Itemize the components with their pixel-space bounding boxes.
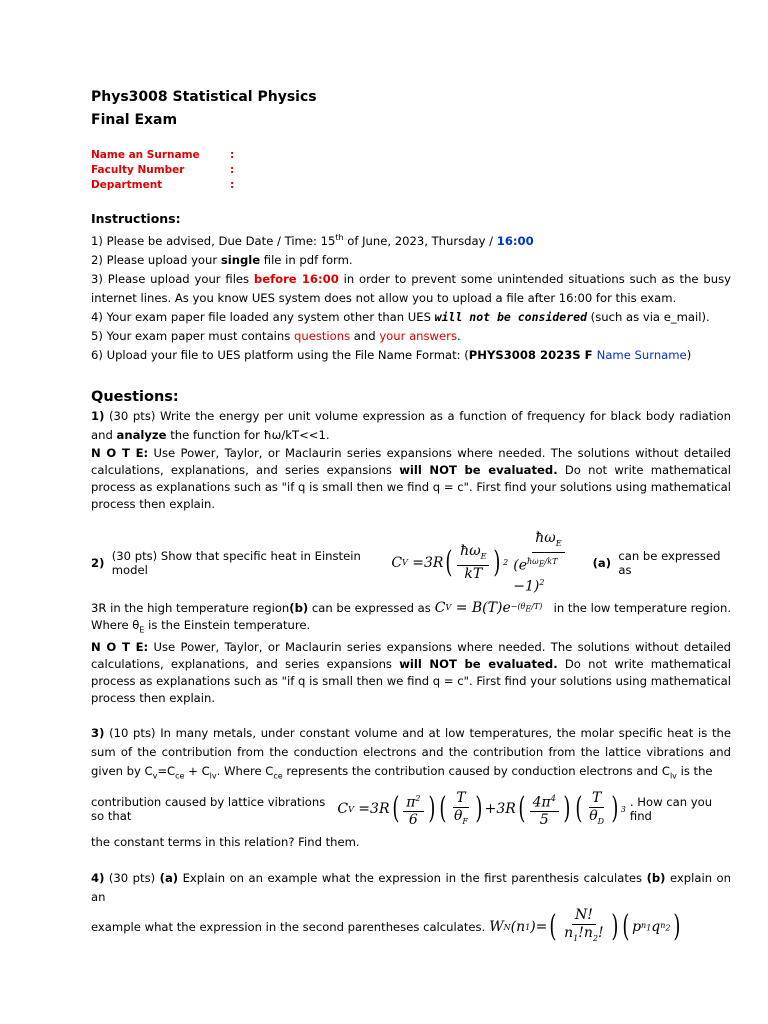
question-4: 4) (30 pts) (a) Explain on an example what the expression in the first parenthesis calculates (b) explain on an: [91, 871, 731, 905]
department-colon: :: [230, 179, 235, 191]
exam-page: [91, 86, 731, 947]
faculty-number-label: Faculty Number: [91, 164, 185, 176]
instruction-5: 5) Your exam paper must contains questions and your answers.: [91, 328, 461, 343]
question-2-line-1: 2) (30 pts) Show that specific heat in Einstein model C V =3R ( $\frac{ħ\omega_E}{kT}$ ) 2 $\frac{ħ\omega_E}{(e^{ħ\omega_E/kT} -1)^2}$ (a) can be expressed as: [91, 529, 721, 595]
question-2-number: 2): [91, 555, 105, 570]
question-1: 1) (30 pts) Write the energy per unit volume expression as a function of frequency for black body radiation and analyze the function for ħω/kT<<1.: [91, 408, 731, 442]
binomial-distribution-formula: W N (n 1 )= ( $\frac{N!}{n_1!n_2!}$ ) ( p $n_1$ q $n_2$ ): [489, 907, 680, 945]
question-3: 3) (10 pts) In many metals, under constant volume and at low temperatures, the molar specific heat is the sum of the contribution from the conduction electrons and the contribution from the lattice vibrations and given by $C_v=C_{ce} + C_{lv}$. Where $C_{ce}$ represents the contribution caused by conduction electrons and $C_{lv}$ is the: [91, 726, 731, 781]
low-temperature-formula: C V = B(T)e $-(\theta_E/T)$: [434, 599, 543, 616]
instruction-4: 4) Your exam paper file loaded any system other than UES will not be considered (such as via e_mail).: [91, 309, 710, 324]
department-row: [91, 178, 731, 193]
question-2-text: (30 pts) Show that specific heat in Einstein model: [111, 548, 361, 577]
instruction-3: 3) Please upload your files before 16:00 in order to prevent some unintended situations such as the busy internet lines. As you know UES system does not allow you to upload a file after 16:00 for this exam.: [91, 271, 731, 305]
instruction-1: 1) Please be advised, Due Date / Time: 15th of June, 2023, Thursday / 16:00: [91, 233, 534, 248]
faculty-number-colon: :: [230, 164, 235, 176]
name-field-label: Name an Surname: [91, 149, 200, 161]
instructions-heading: Instructions:: [91, 211, 181, 226]
faculty-number-row: [91, 163, 731, 178]
student-info-block: [91, 148, 731, 193]
question-2-line-2: 3R in the high temperature region (b) can be expressed as C V = B(T)e $-(\theta_E/T)$ in the low temperature region.: [91, 599, 731, 616]
questions-heading: Questions:: [91, 388, 179, 405]
question-4-line-2: example what the expression in the second parentheses calculates. W N (n 1 )= ( $\frac{N!}{n_1!n_2!}$ ) ( p $n_1$ q $n_2$ ): [91, 907, 731, 947]
instruction-2: 2) Please upload your single file in pdf form.: [91, 252, 353, 267]
question-2-where: Where $\theta_E$ is the Einstein temperature.: [91, 617, 311, 635]
metal-heat-formula: C V =3R ( $\frac{\pi^2}{6}$ ) ( $\frac{T}{\theta_F}$ ) +3R ( $\frac{4\pi^4}{5}$ ) ( $\frac{T}{\theta_D}$ ) 3: [337, 789, 626, 829]
name-field-colon: :: [230, 149, 235, 161]
question-1-note: N O T E: Use Power, Taylor, or Maclaurin series expansions where needed. The solutions without detailed calculations, explanations, and series expansions will NOT be evaluated. Do not write mathematical process as explanations such as "if q is small then we find q = c". First find your solutions using mathematical process then explain.: [91, 445, 731, 511]
department-label: Department: [91, 179, 163, 191]
instruction-6: 6) Upload your file to UES platform using the File Name Format: (PHYS3008 2023S F Name Surname): [91, 347, 692, 362]
question-3-line-3: the constant terms in this relation? Find them.: [91, 835, 360, 850]
question-2-note: N O T E: Use Power, Taylor, or Maclaurin series expansions where needed. The solutions without detailed calculations, explanations, and series expansions will NOT be evaluated. Do not write mathematical process as explanations such as "if q is small then we find q = c". First find your solutions using mathematical process then explain.: [91, 640, 731, 706]
exam-title: Final Exam: [91, 112, 178, 128]
einstein-heat-formula: C V =3R ( $\frac{ħ\omega_E}{kT}$ ) 2 $\frac{ħ\omega_E}{(e^{ħ\omega_E/kT} -1)^2}$: [391, 530, 588, 596]
name-field-row: [91, 148, 731, 163]
course-title: Phys3008 Statistical Physics: [91, 89, 317, 105]
question-3-line-2: contribution caused by lattice vibrations so that C V =3R ( $\frac{\pi^2}{6}$ ) ( $\frac{T}{\theta_F}$ ) +3R ( $\frac{4\pi^4}{5}$ ) ( $\frac{T}{\theta_D}$ ) 3 . How can you find: [91, 789, 713, 829]
